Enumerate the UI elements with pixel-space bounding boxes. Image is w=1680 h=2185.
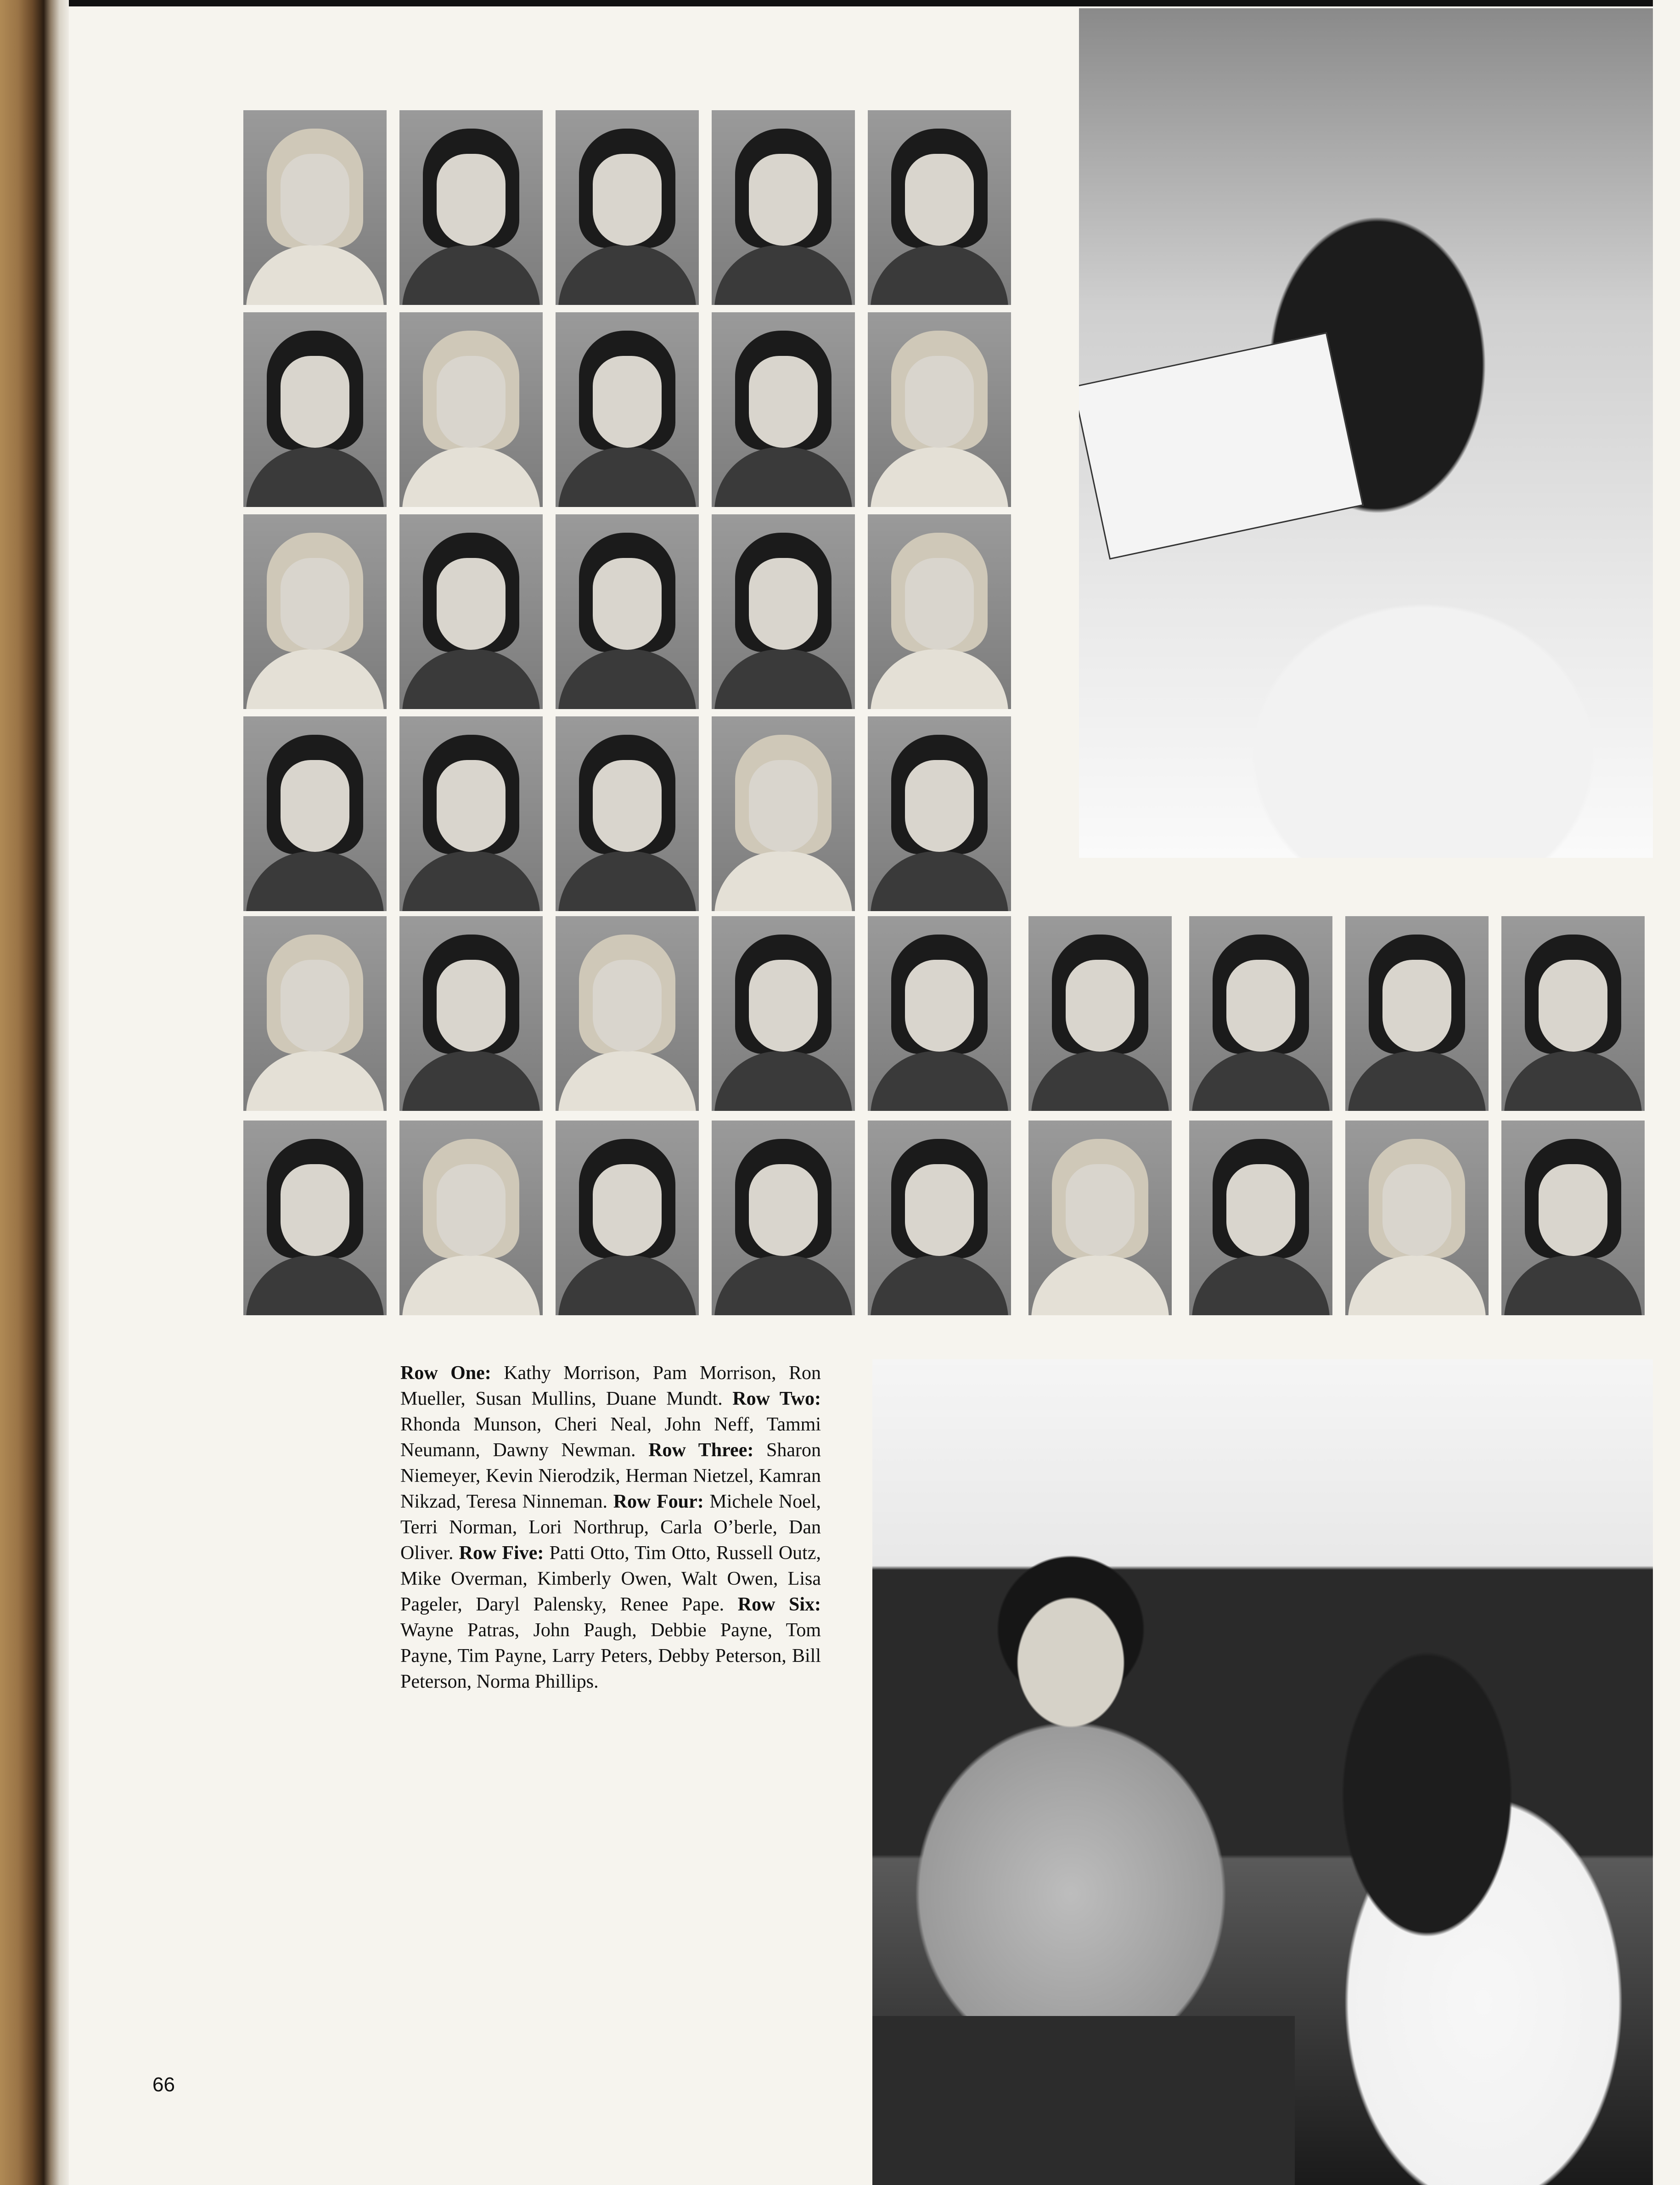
open-book bbox=[1079, 332, 1364, 559]
portrait-face bbox=[281, 356, 349, 448]
caption-label: Row One: bbox=[400, 1363, 491, 1384]
portrait-shoulders bbox=[714, 649, 852, 709]
caption-names: Rhonda Munson, Cheri Neal, John Neff, Tammi Neumann, Dawny Newman. bbox=[400, 1414, 821, 1461]
student-portrait bbox=[1189, 916, 1332, 1111]
portrait-face bbox=[1539, 960, 1607, 1052]
portrait-face bbox=[749, 356, 818, 448]
portrait-shoulders bbox=[1348, 1051, 1486, 1111]
portrait-shoulders bbox=[871, 649, 1008, 709]
student-portrait bbox=[868, 110, 1011, 305]
portrait-shoulders bbox=[558, 1256, 696, 1315]
portrait-face bbox=[437, 154, 506, 246]
portrait-face bbox=[1382, 1164, 1451, 1256]
portrait-shoulders bbox=[1192, 1256, 1330, 1315]
portrait-face bbox=[281, 1164, 349, 1256]
student-portrait bbox=[556, 916, 699, 1111]
student-portrait bbox=[399, 312, 543, 507]
caption-label: Row Five: bbox=[459, 1543, 544, 1564]
portrait-shoulders bbox=[871, 447, 1008, 507]
portrait-shoulders bbox=[1504, 1051, 1642, 1111]
portrait-face bbox=[593, 356, 662, 448]
table bbox=[872, 2016, 1295, 2185]
student-portrait bbox=[712, 1121, 855, 1315]
student-portrait bbox=[1028, 1121, 1172, 1315]
portrait-shoulders bbox=[402, 447, 540, 507]
caption-names: Sharon Niemeyer, Kevin Nierodzik, Herman Nietzel, Kamran Nikzad, Teresa Ninneman. bbox=[400, 1440, 821, 1512]
student-portrait bbox=[243, 716, 387, 911]
portrait-face bbox=[905, 760, 974, 852]
portrait-face bbox=[1382, 960, 1451, 1052]
portrait-face bbox=[749, 960, 818, 1052]
portrait-shoulders bbox=[246, 245, 384, 305]
portrait-shoulders bbox=[871, 245, 1008, 305]
portrait-face bbox=[281, 960, 349, 1052]
caption-names: Patti Otto, Tim Otto, Russell Outz, Mike Overman, Kimberly Owen, Walt Owen, Lisa Pageler, Daryl Palensky, Renee Pape. bbox=[400, 1543, 821, 1615]
student-portrait bbox=[556, 514, 699, 709]
portrait-face bbox=[437, 1164, 506, 1256]
student-portrait bbox=[1501, 916, 1645, 1111]
student-portrait bbox=[1501, 1121, 1645, 1315]
portrait-shoulders bbox=[402, 1256, 540, 1315]
portrait-shoulders bbox=[402, 245, 540, 305]
portrait-shoulders bbox=[558, 1051, 696, 1111]
portrait-shoulders bbox=[246, 851, 384, 911]
portrait-face bbox=[281, 760, 349, 852]
portrait-shoulders bbox=[1192, 1051, 1330, 1111]
portrait-face bbox=[281, 558, 349, 650]
student-portrait bbox=[1028, 916, 1172, 1111]
student-portrait bbox=[399, 716, 543, 911]
top-edge bbox=[69, 0, 1653, 6]
portrait-shoulders bbox=[871, 1051, 1008, 1111]
student-portrait bbox=[712, 716, 855, 911]
portrait-shoulders bbox=[871, 851, 1008, 911]
portrait-shoulders bbox=[558, 851, 696, 911]
portrait-face bbox=[749, 558, 818, 650]
student-portrait bbox=[868, 716, 1011, 911]
student-portrait bbox=[712, 514, 855, 709]
portrait-face bbox=[1226, 960, 1295, 1052]
portrait-face bbox=[905, 1164, 974, 1256]
portrait-shoulders bbox=[402, 851, 540, 911]
portrait-face bbox=[281, 154, 349, 246]
portrait-face bbox=[1539, 1164, 1607, 1256]
book-spine bbox=[0, 0, 69, 2185]
portrait-shoulders bbox=[714, 245, 852, 305]
student-portrait bbox=[399, 110, 543, 305]
portrait-shoulders bbox=[714, 447, 852, 507]
portrait-face bbox=[1226, 1164, 1295, 1256]
students-photo bbox=[872, 1359, 1653, 2185]
caption-label: Row Three: bbox=[648, 1440, 754, 1461]
student-portrait bbox=[243, 110, 387, 305]
student-portrait bbox=[556, 1121, 699, 1315]
portrait-shoulders bbox=[1348, 1256, 1486, 1315]
portrait-shoulders bbox=[246, 1256, 384, 1315]
portrait-face bbox=[593, 960, 662, 1052]
portrait-shoulders bbox=[558, 447, 696, 507]
student-portrait bbox=[399, 916, 543, 1111]
student-portrait bbox=[1345, 916, 1489, 1111]
portrait-face bbox=[1066, 960, 1135, 1052]
portrait-face bbox=[593, 558, 662, 650]
portrait-shoulders bbox=[558, 649, 696, 709]
portrait-shoulders bbox=[1031, 1051, 1169, 1111]
portrait-face bbox=[749, 1164, 818, 1256]
portrait-face bbox=[1066, 1164, 1135, 1256]
classroom-photo bbox=[1079, 8, 1653, 858]
caption-label: Row Four: bbox=[613, 1491, 704, 1512]
student-portrait bbox=[399, 1121, 543, 1315]
student-portrait bbox=[868, 916, 1011, 1111]
student-portrait bbox=[712, 916, 855, 1111]
caption-names: Wayne Patras, John Paugh, Debbie Payne, Tom Payne, Tim Payne, Larry Peters, Debby Peterson, Bill Peterson, Norma Phillips. bbox=[400, 1620, 821, 1692]
student-portrait bbox=[556, 716, 699, 911]
student-portrait bbox=[712, 312, 855, 507]
student-portrait bbox=[243, 514, 387, 709]
portrait-face bbox=[593, 760, 662, 852]
student-portrait bbox=[556, 312, 699, 507]
portrait-face bbox=[437, 356, 506, 448]
portrait-face bbox=[749, 154, 818, 246]
student-portrait bbox=[399, 514, 543, 709]
portrait-face bbox=[905, 154, 974, 246]
portrait-shoulders bbox=[402, 1051, 540, 1111]
portrait-face bbox=[905, 356, 974, 448]
student-portrait bbox=[868, 514, 1011, 709]
student-portrait bbox=[712, 110, 855, 305]
portrait-shoulders bbox=[1031, 1256, 1169, 1315]
student-portrait bbox=[556, 110, 699, 305]
student-portrait bbox=[868, 312, 1011, 507]
portrait-face bbox=[437, 558, 506, 650]
student-portrait bbox=[1189, 1121, 1332, 1315]
portrait-shoulders bbox=[246, 649, 384, 709]
portrait-face bbox=[437, 760, 506, 852]
portrait-face bbox=[905, 960, 974, 1052]
student-portrait bbox=[1345, 1121, 1489, 1315]
portrait-shoulders bbox=[246, 447, 384, 507]
portrait-shoulders bbox=[558, 245, 696, 305]
portrait-face bbox=[749, 760, 818, 852]
caption-names: Michele Noel, Terri Norman, Lori Northrup, Carla O’berle, Dan Oliver. bbox=[400, 1491, 821, 1564]
portrait-shoulders bbox=[246, 1051, 384, 1111]
student-portrait bbox=[868, 1121, 1011, 1315]
portrait-shoulders bbox=[714, 851, 852, 911]
student-girl bbox=[1276, 1534, 1653, 2185]
portrait-shoulders bbox=[714, 1051, 852, 1111]
page-number: 66 bbox=[152, 2073, 175, 2096]
student-portrait bbox=[243, 1121, 387, 1315]
student-portrait bbox=[243, 916, 387, 1111]
portrait-shoulders bbox=[1504, 1256, 1642, 1315]
portrait-face bbox=[593, 154, 662, 246]
portrait-shoulders bbox=[402, 649, 540, 709]
portrait-face bbox=[593, 1164, 662, 1256]
student-portrait bbox=[243, 312, 387, 507]
portrait-face bbox=[437, 960, 506, 1052]
portrait-shoulders bbox=[871, 1256, 1008, 1315]
portrait-face bbox=[905, 558, 974, 650]
row-caption bbox=[400, 1360, 821, 1695]
caption-label: Row Six: bbox=[737, 1594, 821, 1615]
caption-names: Kathy Morrison, Pam Morrison, Ron Mueller, Susan Mullins, Duane Mundt. bbox=[400, 1363, 821, 1409]
portrait-shoulders bbox=[714, 1256, 852, 1315]
caption-label: Row Two: bbox=[732, 1388, 821, 1409]
